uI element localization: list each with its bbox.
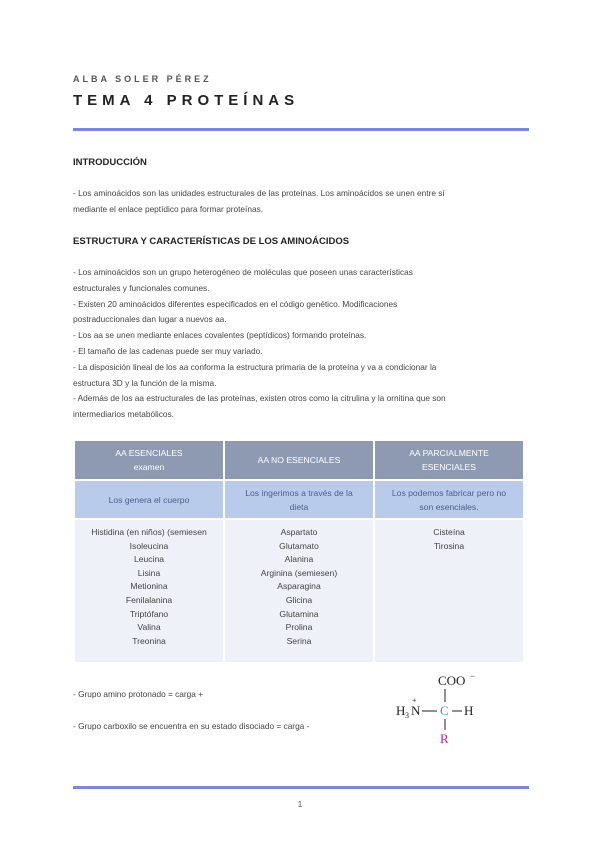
table-subheader-row [75, 481, 523, 520]
carboxyl-group-label: COO [438, 673, 466, 688]
estructura-heading: ESTRUCTURA Y CARACTERÍSTICAS DE LOS AMINOÁCIDOS [73, 236, 350, 247]
table-cell-item: Valina [137, 622, 161, 633]
table-cell-item: Arginina (semiesen) [260, 567, 338, 578]
header-cell-parcialmente [375, 441, 523, 481]
amine-nitrogen: N [411, 703, 421, 718]
table-cell-item: Alanina [284, 554, 314, 565]
table-cell-item: Histidina (en niños) (semiesen [91, 527, 207, 537]
estructura-line: postraduccionales dan lugar a nuevos aa. [73, 314, 227, 325]
table-cell-item: Triptófano [129, 608, 169, 619]
parcialmente-list [375, 520, 523, 662]
intro-line: - Los aminoácidos son las unidades estructurales de las proteínas. Los aminoácidos se unen entre sí [73, 188, 445, 198]
esenciales-list [75, 520, 223, 662]
estructura-line: - El tamaño de las cadenas puede ser muy variado. [73, 345, 263, 356]
estructura-line: - La disposición lineal de los aa conforma la estructura primaria de la proteína y va a condicionar la [73, 361, 437, 372]
table-cell-item: Aspartato [280, 527, 318, 537]
subheader-cell [225, 481, 373, 520]
table-cell-item: Asparagina [277, 581, 321, 592]
estructura-line: estructura 3D y la función de la misma. [73, 377, 217, 388]
estructura-line: intermediarios metabólicos. [73, 409, 174, 420]
table-cell-item: Glicina [285, 594, 313, 605]
no-esenciales-list [225, 520, 373, 662]
subheader-cell [75, 481, 223, 520]
table-cell-item: Fenilalanina [125, 594, 173, 605]
amine-charge: + [412, 696, 417, 705]
subheader-text: Los genera el cuerpo [108, 494, 190, 505]
subheader-text: son esenciales. [419, 501, 479, 512]
subheader-cell [375, 481, 523, 520]
header-text: ESENCIALES [422, 462, 476, 472]
aminoacid-structure-diagram [390, 670, 490, 750]
table-header-row [75, 441, 523, 481]
table-cell-item: Glutamato [279, 540, 319, 551]
intro-line: mediante el enlace peptídico para formar proteínas. [73, 203, 264, 214]
carboxyl-charge-note: - Grupo carboxilo se encuentra en su estado disociado = carga - [73, 721, 310, 731]
header-cell-no-esenciales [225, 441, 373, 481]
alpha-carbon: C [440, 703, 449, 718]
table-cell-item: Tirosina [433, 540, 465, 551]
table-cell-item: Glutamina [279, 608, 319, 619]
top-divider [73, 128, 529, 131]
subheader-text: Los podemos fabricar pero no [391, 487, 507, 498]
table-cell-item: Leucina [133, 554, 165, 565]
side-chain-r: R [440, 731, 449, 746]
table-cell-item: Treonina [132, 635, 166, 646]
page-number: 1 [297, 799, 303, 809]
header-text: AA ESENCIALES [115, 448, 183, 458]
alpha-hydrogen: H [464, 703, 474, 718]
carboxyl-charge: − [470, 671, 476, 681]
table-cell-item: Lisina [137, 567, 161, 578]
header-note: examen [133, 462, 165, 472]
estructura-paragraph [73, 265, 528, 423]
header-text: AA NO ESENCIALES [257, 455, 341, 465]
table-cell-item: Metionina [130, 581, 168, 592]
table-cell-item: Prolina [285, 622, 313, 633]
amino-charge-note: - Grupo amino protonado = carga + [73, 689, 204, 699]
document-title: TEMA 4 PROTEÍNAS [73, 92, 300, 109]
estructura-line: - Los aa se unen mediante enlaces covalentes (peptídicos) formando proteínas. [73, 330, 367, 341]
intro-paragraph [73, 186, 528, 218]
estructura-line: - Existen 20 aminoácidos diferentes especificados en el código genético. Modificaciones [73, 298, 398, 309]
author-name: ALBA SOLER PÉREZ [73, 74, 212, 84]
table-cell-item: Cisteína [433, 527, 465, 537]
amine-subscript: 3 [405, 711, 409, 720]
estructura-line: estructurales y funcionales comunes. [73, 282, 210, 293]
aminoacid-table [73, 441, 525, 662]
estructura-line: - Además de los aa estructurales de las proteínas, existen otros como la citrulina y la ornitina que son [73, 393, 446, 404]
intro-heading: INTRODUCCIÓN [73, 157, 147, 168]
header-text: AA PARCIALMENTE [409, 448, 489, 458]
header-cell-esenciales [75, 441, 223, 481]
subheader-text: Los ingerimos a través de la [245, 487, 353, 498]
bottom-divider [73, 786, 529, 789]
table-cell-item: Isoleucina [129, 540, 169, 551]
estructura-line: - Los aminoácidos son un grupo heterogéneo de moléculas que poseen unas características [73, 267, 413, 277]
table-body-row [75, 520, 523, 662]
subheader-text: dieta [289, 501, 309, 512]
amine-hydrogen: H [396, 703, 406, 718]
table-cell-item: Serina [286, 635, 312, 646]
